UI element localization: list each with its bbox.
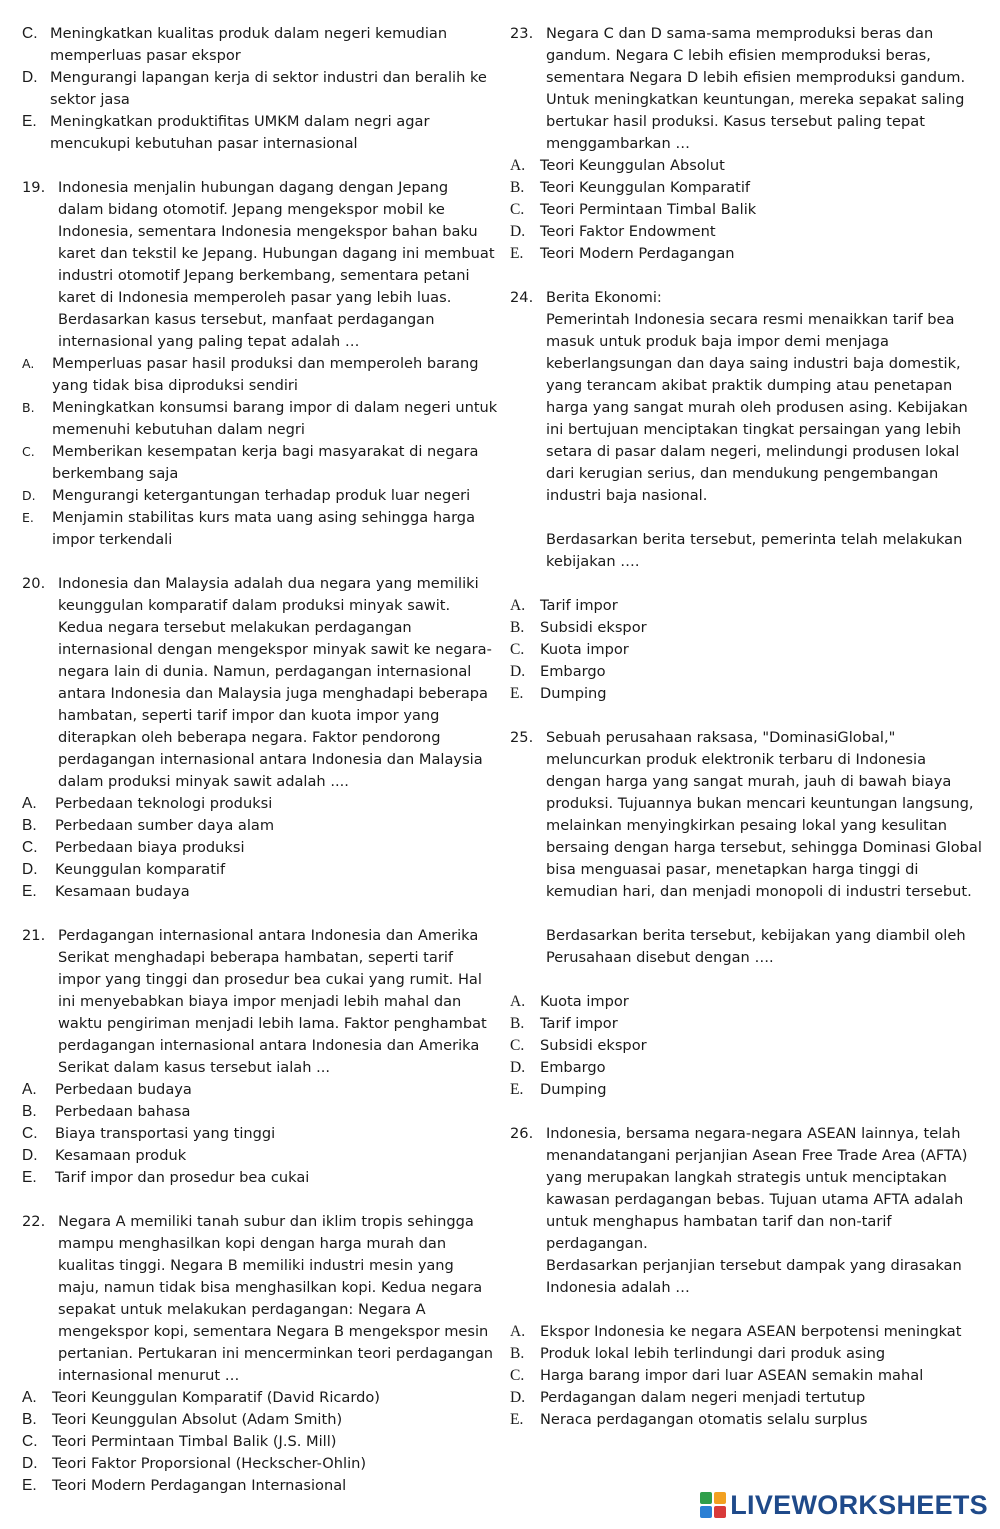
option-c[interactable]: C. Harga barang impor dari luar ASEAN semakin mahal (510, 1367, 924, 1384)
option-list (22, 1079, 498, 1189)
option-a[interactable]: A. Memperluas pasar hasil produksi dan memperoleh barang yang tidak bisa diproduksi sendiri (22, 355, 479, 394)
option-d[interactable]: D. Embargo (510, 663, 606, 680)
question-number: 22. (22, 1213, 46, 1230)
question-21 (22, 925, 498, 1189)
question-text: Indonesia, bersama negara-negara ASEAN lainnya, telah menandatangani perjanjian Asean Free Trade Area (AFTA) yang merupakan langkah strategis untuk menciptakan kawasan perdagangan bebas. Tujuan utama AFTA adalah untuk menghapus hambatan tarif dan non-tarif perdagangan. (546, 1125, 968, 1252)
option-list (22, 23, 498, 155)
option-c[interactable]: C. Teori Permintaan Timbal Balik (510, 201, 757, 218)
question-number: 23. (510, 25, 534, 42)
option-b[interactable]: B. Subsidi ekspor (510, 619, 647, 636)
option-e[interactable]: E. Teori Modern Perdagangan Internasional (22, 1477, 347, 1494)
option-d[interactable]: D. Embargo (510, 1059, 606, 1076)
news-text: Pemerintah Indonesia secara resmi menaikkan tarif bea masuk untuk produk baja impor demi menjaga keberlangsungan dan daya saing industri baja domestik, yang terancam akibat praktik dumping atau penetapan harga yang sangat murah oleh produsen asing. Kebijakan ini bertujuan menciptakan tingkat persaingan yang lebih setara di pasar dalam negeri, melindungi produsen lokal dari kerugian serius, dan mendukung pengembangan industri baja nasional. (546, 311, 968, 504)
option-a[interactable]: A. Teori Keunggulan Komparatif (David Ricardo) (22, 1389, 380, 1406)
question-19 (22, 177, 498, 551)
option-c[interactable]: C. Kuota impor (510, 641, 629, 658)
question-text: Negara A memiliki tanah subur dan iklim tropis sehingga mampu menghasilkan kopi dengan harga murah dan kualitas tinggi. Negara B memiliki industri mesin yang maju, namun tidak bisa menghasilkan kopi. Kedua negara sepakat untuk melakukan perdagangan: Negara A mengekspor kopi, sementara Negara B mengekspor mesin pertanian. Pertukaran ini mencerminkan teori perdagangan internasional menurut … (58, 1213, 494, 1384)
question-22 (22, 1211, 498, 1497)
question-text: Indonesia dan Malaysia adalah dua negara yang memiliki keunggulan komparatif dalam produksi minyak sawit. Kedua negara tersebut melakukan perdagangan internasional dengan mengekspor minyak sawit ke negara-negara lain di dunia. Namun, perdagangan internasional antara Indonesia dan Malaysia juga menghadapi beberapa hambatan, seperti tarif impor dan kuota impor yang diterapkan oleh beberapa negara. Faktor pendorong perdagangan internasional antara Indonesia dan Malaysia dalam produksi minyak sawit adalah .... (58, 575, 492, 790)
option-b[interactable]: B. Teori Keunggulan Absolut (Adam Smith) (22, 1411, 343, 1428)
option-e[interactable]: E. Meningkatkan produktifitas UMKM dalam negri agar mencukupi kebutuhan pasar internasional (22, 113, 430, 152)
option-d[interactable]: D. Perdagangan dalam negeri menjadi tertutup (510, 1389, 866, 1406)
option-list (22, 793, 498, 903)
option-e[interactable]: E. Teori Modern Perdagangan (510, 245, 735, 262)
option-e[interactable]: E. Kesamaan budaya (22, 883, 190, 900)
option-list (510, 155, 985, 265)
option-e[interactable]: E. Dumping (510, 685, 607, 702)
question-number: 21. (22, 927, 46, 944)
option-b[interactable]: B. Perbedaan bahasa (22, 1103, 191, 1120)
option-d[interactable]: D. Mengurangi lapangan kerja di sektor industri dan beralih ke sektor jasa (22, 69, 487, 108)
question-text: Sebuah perusahaan raksasa, "DominasiGlobal," meluncurkan produk elektronik terbaru di Indonesia dengan harga yang sangat murah, jauh di bawah biaya produksi. Tujuannya bukan mencari keuntungan langsung, melainkan menyingkirkan pesaing lokal yang kesulitan bersaing dengan harga tersebut, sehingga Dominasi Global bisa menguasai pasar, menetapkan harga tinggi di kemudian hari, dan menjadi monopoli di industri tersebut. (546, 729, 982, 900)
option-a[interactable]: A. Teori Keunggulan Absolut (510, 157, 725, 174)
question-text: Indonesia menjalin hubungan dagang dengan Jepang dalam bidang otomotif. Jepang mengekspor mobil ke Indonesia, sementara Indonesia mengekspor bahan baku karet dan tekstil ke Jepang. Hubungan dagang ini membuat industri otomotif Jepang berkembang, sementara petani karet di Indonesia memperoleh pasar yang lebih luas. Berdasarkan kasus tersebut, manfaat perdagangan internasional yang paling tepat adalah … (58, 179, 495, 350)
option-a[interactable]: A. Kuota impor (510, 993, 629, 1010)
option-e[interactable]: E. Tarif impor dan prosedur bea cukai (22, 1169, 310, 1186)
option-e[interactable]: E. Dumping (510, 1081, 607, 1098)
question-number: 25. (510, 729, 534, 746)
option-e[interactable]: E. Neraca perdagangan otomatis selalu surplus (510, 1411, 868, 1428)
option-list (510, 991, 985, 1101)
option-c[interactable]: C. Subsidi ekspor (510, 1037, 647, 1054)
question-20 (22, 573, 498, 903)
option-a[interactable]: A. Ekspor Indonesia ke negara ASEAN berpotensi meningkat (510, 1323, 962, 1340)
question-23 (510, 23, 985, 265)
option-a[interactable]: A. Perbedaan budaya (22, 1081, 192, 1098)
liveworksheets-logo[interactable] (700, 1489, 988, 1521)
question-number: 26. (510, 1125, 534, 1142)
continued-options (22, 23, 498, 155)
right-column (510, 23, 985, 1453)
option-d[interactable]: D. Kesamaan produk (22, 1147, 187, 1164)
left-column (22, 23, 498, 1519)
option-b[interactable]: B. Produk lokal lebih terlindungi dari produk asing (510, 1345, 886, 1362)
option-d[interactable]: D. Mengurangi ketergantungan terhadap produk luar negeri (22, 487, 471, 504)
option-a[interactable]: A. Perbedaan teknologi produksi (22, 795, 273, 812)
option-list (510, 1321, 985, 1431)
question-24 (510, 287, 985, 705)
option-e[interactable]: E. Menjamin stabilitas kurs mata uang asing sehingga harga impor terkendali (22, 509, 476, 548)
option-c[interactable]: C. Biaya transportasi yang tinggi (22, 1125, 276, 1142)
question-text: Negara C dan D sama-sama memproduksi beras dan gandum. Negara C lebih efisien memproduksi beras, sementara Negara D lebih efisien memproduksi gandum. Untuk meningkatkan keuntungan, mereka sepakat saling bertukar hasil produksi. Kasus tersebut paling tepat menggambarkan … (546, 25, 966, 152)
option-list (22, 353, 498, 551)
question-text: Berdasarkan berita tersebut, pemerinta telah melakukan kebijakan …. (546, 531, 963, 570)
option-b[interactable]: B. Meningkatkan konsumsi barang impor di dalam negeri untuk memenuhi kebutuhan dalam negri (22, 399, 498, 438)
option-c[interactable]: C. Memberikan kesempatan kerja bagi masyarakat di negara berkembang saja (22, 443, 479, 482)
question-number: 19. (22, 179, 46, 196)
option-c[interactable]: C. Teori Permintaan Timbal Balik (J.S. Mill) (22, 1433, 337, 1450)
option-b[interactable]: B. Perbedaan sumber daya alam (22, 817, 275, 834)
question-26 (510, 1123, 985, 1431)
option-c[interactable]: C. Meningkatkan kualitas produk dalam negeri kemudian memperluas pasar ekspor (22, 25, 448, 64)
option-b[interactable]: B. Teori Keunggulan Komparatif (510, 179, 751, 196)
option-d[interactable]: D. Teori Faktor Proporsional (Heckscher-Ohlin) (22, 1455, 367, 1472)
option-list (510, 595, 985, 705)
question-text: Perdagangan internasional antara Indonesia dan Amerika Serikat menghadapi beberapa hambatan, seperti tarif impor yang tinggi dan prosedur bea cukai yang rumit. Hal ini menyebabkan biaya impor menjadi lebih mahal dan waktu pengiriman menjadi lebih lama. Faktor penghambat perdagangan internasional antara Indonesia dan Amerika Serikat dalam kasus tersebut ialah ... (58, 927, 487, 1076)
question-prompt: Berdasarkan perjanjian tersebut dampak yang dirasakan Indonesia adalah … (546, 1257, 962, 1296)
logo-text: LIVEWORKSHEETS (730, 1490, 988, 1520)
question-prompt: Berdasarkan berita tersebut, kebijakan yang diambil oleh Perusahaan disebut dengan …. (546, 927, 966, 966)
news-heading: Berita Ekonomi: (546, 289, 662, 306)
logo-blocks-icon (700, 1492, 726, 1518)
question-number: 24. (510, 289, 534, 306)
option-c[interactable]: C. Perbedaan biaya produksi (22, 839, 245, 856)
question-number: 20. (22, 575, 46, 592)
option-d[interactable]: D. Keunggulan komparatif (22, 861, 226, 878)
option-a[interactable]: A. Tarif impor (510, 597, 618, 614)
option-b[interactable]: B. Tarif impor (510, 1015, 618, 1032)
option-list (22, 1387, 498, 1497)
option-d[interactable]: D. Teori Faktor Endowment (510, 223, 716, 240)
question-25 (510, 727, 985, 1101)
